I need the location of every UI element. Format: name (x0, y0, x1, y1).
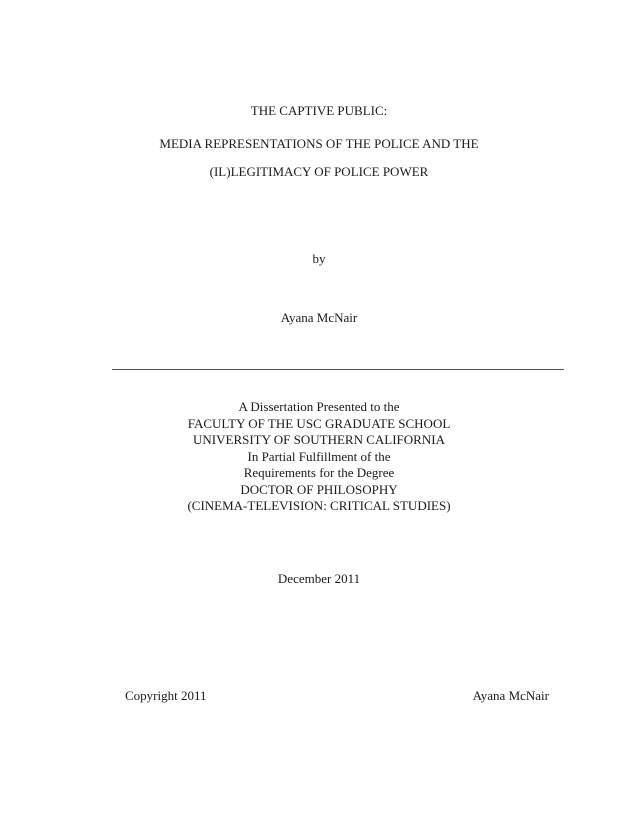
footer-author: Ayana McNair (472, 688, 549, 703)
dissertation-line: In Partial Fulfillment of the (247, 448, 391, 464)
author-name: Ayana McNair (280, 310, 358, 325)
dissertation-statement (0, 399, 638, 515)
title-line-2: MEDIA REPRESENTATIONS OF THE POLICE AND THE (159, 136, 479, 151)
dissertation-line: DOCTOR OF PHILOSOPHY (240, 481, 398, 497)
title-line-3: (IL)LEGITIMACY OF POLICE POWER (209, 164, 429, 179)
dissertation-line: (CINEMA-TELEVISION: CRITICAL STUDIES) (187, 498, 451, 513)
dissertation-line: FACULTY OF THE USC GRADUATE SCHOOL (187, 415, 451, 431)
title-line-1: THE CAPTIVE PUBLIC: (250, 103, 388, 118)
dissertation-line: A Dissertation Presented to the (238, 399, 400, 414)
dissertation-line: UNIVERSITY OF SOUTHERN CALIFORNIA (193, 432, 445, 447)
byline-by: by (312, 251, 326, 266)
submission-date: December 2011 (277, 571, 361, 586)
dissertation-line: Requirements for the Degree (243, 465, 395, 480)
copyright-notice: Copyright 2011 (125, 688, 207, 703)
horizontal-rule (112, 369, 564, 370)
